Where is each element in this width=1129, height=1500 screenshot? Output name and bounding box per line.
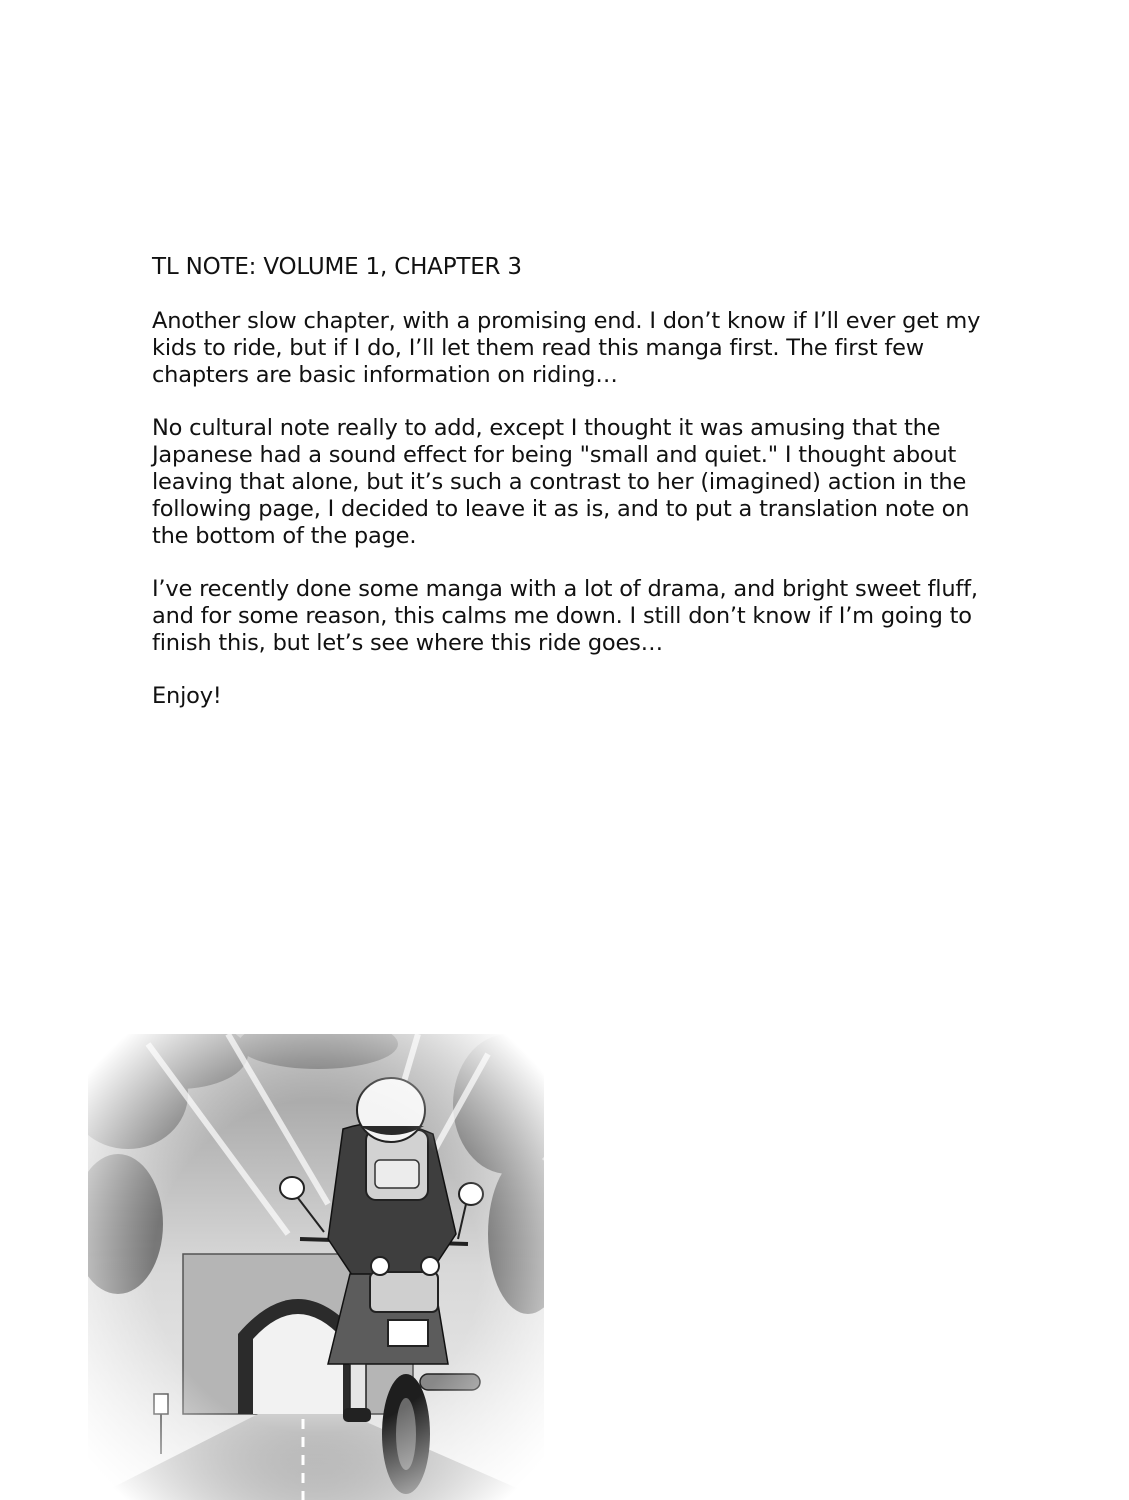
note-paragraph-3: I’ve recently done some manga with a lot of drama, and bright sweet fluff, and for some reason, this calms me down. I still don’t know if I’m going to finish this, but let’s see where this ride goes… [152,576,978,656]
note-paragraph-2: No cultural note really to add, except I thought it was amusing that the Japanese had a sound effect for being "small and quiet." I thought about leaving that alone, but it’s such a contrast to her (imagined) action in the following page, I decided to leave it as is, and to put a translation note on the bottom of the page. [152,415,970,549]
note-paragraph-1: Another slow chapter, with a promising end. I don’t know if I’ll ever get my kids to ride, but if I do, I’ll let them read this manga first. The first few chapters are basic information on riding… [152,308,981,388]
note-title: TL NOTE: VOLUME 1, CHAPTER 3 [152,254,522,280]
manga-illustration [88,1034,544,1500]
note-closing: Enjoy! [152,683,222,709]
vignette [88,1034,544,1500]
translator-note [152,252,1012,736]
